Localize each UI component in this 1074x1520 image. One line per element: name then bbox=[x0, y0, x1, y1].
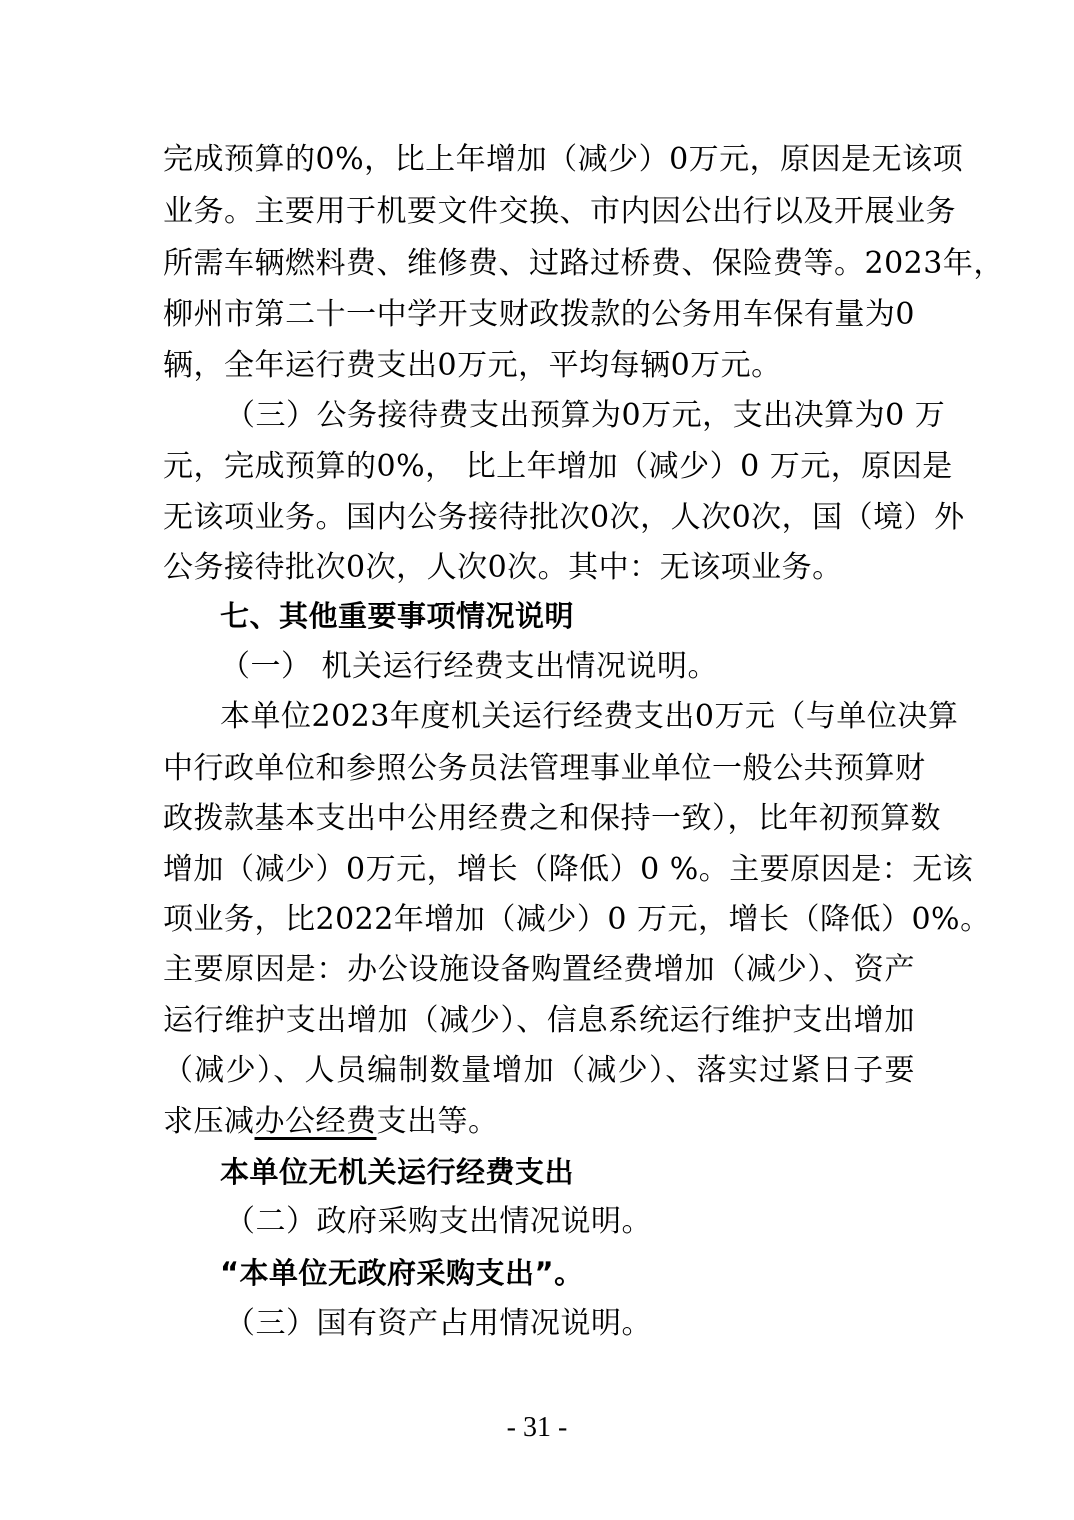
paragraph-line: 无该项业务。国内公务接待批次0次，人次0次，国（境）外 bbox=[163, 500, 965, 535]
subsection-heading: （一） 机关运行经费支出情况说明。 bbox=[220, 649, 719, 684]
subsection-heading: （二）政府采购支出情况说明。 bbox=[225, 1204, 652, 1239]
paragraph-line: 公务接待批次0次，人次0次。其中：无该项业务。 bbox=[163, 550, 843, 585]
paragraph-line: 业务。主要用于机要文件交换、市内因公出行以及开展业务 bbox=[163, 194, 956, 229]
text-segment: 求压减 bbox=[163, 1104, 255, 1139]
paragraph-line: 运行维护支出增加（减少）、信息系统运行维护支出增加 bbox=[163, 1003, 915, 1038]
paragraph-line: （减少）、人员编制数量增加（减少）、落实过紧日子要 bbox=[163, 1053, 915, 1088]
bold-statement: “本单位无政府采购支出”。 bbox=[220, 1256, 584, 1290]
bold-statement: 本单位无机关运行经费支出 bbox=[220, 1155, 575, 1189]
paragraph-line: 中行政单位和参照公务员法管理事业单位一般公共预算财 bbox=[163, 751, 926, 786]
underlined-text: 办公经费 bbox=[254, 1104, 377, 1139]
section-heading: 七、其他重要事项情况说明 bbox=[220, 599, 575, 633]
paragraph-line: 柳州市第二十一中学开支财政拨款的公务用车保有量为0 bbox=[163, 297, 915, 332]
paragraph-line: （三）公务接待费支出预算为0万元，支出决算为0 万 bbox=[225, 398, 946, 433]
paragraph-line: 所需车辆燃料费、维修费、过路过桥费、保险费等。2023年， bbox=[163, 246, 1004, 281]
paragraph-line: 辆，全年运行费支出0万元，平均每辆0万元。 bbox=[163, 348, 782, 383]
page-number: - 31 - bbox=[506, 1412, 568, 1443]
paragraph-line: 元，完成预算的0%， 比上年增加（减少）0 万元，原因是 bbox=[163, 449, 953, 484]
paragraph-line: 本单位2023年度机关运行经费支出0万元（与单位决算 bbox=[220, 699, 959, 734]
paragraph-line: 项业务，比2022年增加（减少）0 万元，增长（降低）0%。 bbox=[163, 902, 991, 937]
text-segment: 支出等。 bbox=[376, 1104, 499, 1139]
paragraph-line bbox=[163, 1095, 915, 1149]
paragraph-line: 增加（减少）0万元，增长（降低）0 %。主要原因是：无该 bbox=[163, 852, 974, 887]
subsection-heading: （三）国有资产占用情况说明。 bbox=[225, 1306, 652, 1341]
paragraph-line: 完成预算的0%，比上年增加（减少）0万元，原因是无该项 bbox=[163, 142, 964, 177]
paragraph-line: 主要原因是：办公设施设备购置经费增加（减少）、资产 bbox=[163, 952, 915, 987]
paragraph-line: 政拨款基本支出中公用经费之和保持一致），比年初预算数 bbox=[163, 801, 941, 836]
